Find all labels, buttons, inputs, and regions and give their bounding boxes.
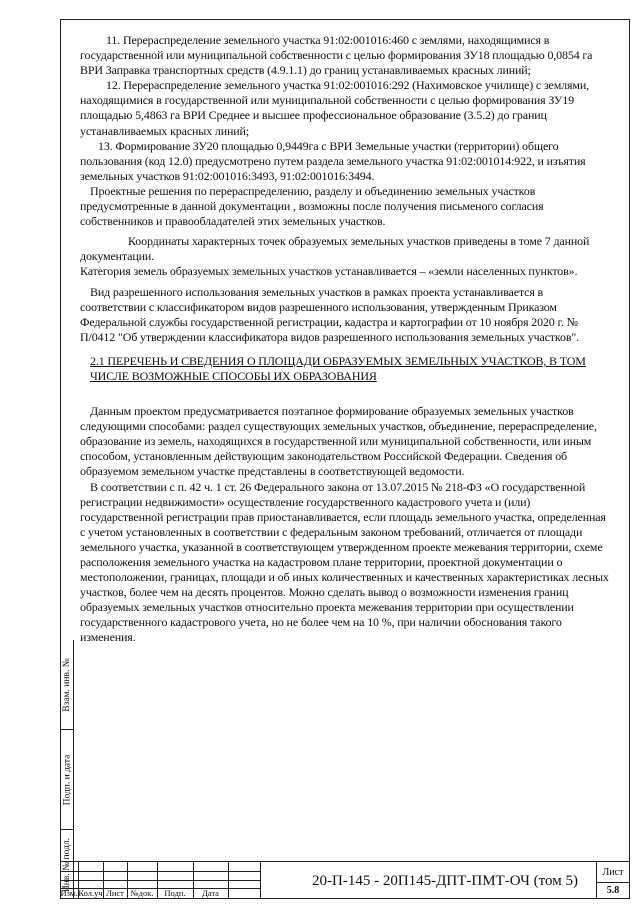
- document-body: [80, 33, 610, 646]
- paragraph-project-solutions: Проектные решения по перераспределению, разделу и объединению земельных участков предусмотренные в данной документации , возможны после получения письменого согласия собственников и правообладателей этих земельных участков.: [80, 183, 544, 229]
- col-date: Дата: [202, 888, 219, 898]
- side-label-sign-date: Подп. и дата: [62, 754, 73, 806]
- col-podp: Подп.: [164, 888, 186, 898]
- section-heading: 2.1 ПЕРЕЧЕНЬ И СВЕДЕНИЯ О ПЛОЩАДИ ОБРАЗУЕМЫХ ЗЕМЕЛЬНЫХ УЧАСТКОВ, В ТОМ ЧИСЛЕ ВОЗМОЖНЫЕ СПОСОБЫ ИХ ОБРАЗОВАНИЯ: [90, 353, 586, 383]
- paragraph-13: 13. Формирование ЗУ20 площадью 0,9449га с ВРИ Земельные участки (территории) общего пользования (код 12.0) предусмотрено путем раздела земельного участка 91:02:001014:922, и изъятия земельных участков 91:02:001016:3493, 91:02:001016:3494.: [80, 138, 586, 183]
- col-kol: Кол.уч: [78, 888, 103, 898]
- sheet-number: 5.8: [606, 885, 620, 896]
- side-label-replace-inv: Взам. инв. №: [62, 658, 73, 712]
- paragraph-11: 11. Перераспределение земельного участка 91:02:001016:460 с землями, находящимися в государственной или муниципальной собственности с целью формирования ЗУ18 площадью 0,0854 га ВРИ Заправка транспортных средств (4.9.1.1) до границ устанавливаемых красных линий;: [80, 33, 593, 78]
- paragraph-phased-formation: Данным проектом предусматривается поэтапное формирование образуемых земельных участков следующими способами: раздел существующих земельных участков, объединение, перераспределение, образование из земель, находящихся в государственной или муниципальной собственности, или иным способом, установленным действующим законодательством Российской Федерации. Сведения об образуемом земельном участке представлены в соответствующей ведомости.: [80, 404, 597, 479]
- paragraph-permitted-use: Вид разрешенного использования земельных участков в рамках проекта устанавливается в соответствии с классификатором видов разрешенного использования, утвержденным Приказом Федеральной службы государственной регистрации, кадастра и картографии от 10 ноября 2020 г. № П/0412 "Об утверждении классификатора видов разрешенного использования земельных участков".: [80, 284, 579, 344]
- document-code: 20-П-145 - 20П145-ДПТ-ПМТ-ОЧ (том 5): [312, 873, 578, 889]
- col-list: Лист: [106, 888, 124, 898]
- paragraph-land-category: Категория земель образуемых земельных участков устанавливается – «земли населенных пунктов».: [80, 264, 578, 279]
- paragraph-12: 12. Перераспределение земельного участка 91:02:001016:292 (Нахимовское училище) с землями, находящимися в государственной или муниципальной собственности с целью формирования ЗУ19 площадью 5,4863 га ВРИ Среднее и высшее профессиональное образование (3.5.2) до границ устанавливаемых красных линий;: [80, 78, 589, 138]
- paragraph-coordinates: Координаты характерных точек образуемых земельных участков приведены в томе 7 данной документации.: [80, 234, 590, 264]
- col-izm: Изм.: [60, 888, 78, 898]
- side-label-inv-no: Инв. № подл.: [62, 837, 73, 892]
- sheet-label: Лист: [602, 867, 624, 878]
- title-block: [60, 861, 630, 899]
- col-ndok: №док.: [130, 888, 154, 898]
- paragraph-federal-law: В соответствии с п. 42 ч. 1 ст. 26 Федерального закона от 13.07.2015 № 218-ФЗ «О государственной регистрации недвижимости» осуществление государственного кадастрового учета и (или) государственной регистрации прав приостанавливается, если площадь земельного участка, определенная с учетом установленных в соответствии с федеральным законом требований, отличается от площади земельного участка, указанной в соответствующем утвержденном проекте межевания территории, схеме расположения земельного участка на кадастровом плане территории, проектной документации о местоположении, границах, площади и об иных количественных и качественных характеристиках лесных участков, более чем на десять процентов. Можно сделать вывод о возможности изменения границ образуемых земельных участков относительно проекта межевания территории при осуществлении государственного кадастрового учета, но не более чем на 10 %, при наличии обоснования такого изменения.: [80, 479, 609, 645]
